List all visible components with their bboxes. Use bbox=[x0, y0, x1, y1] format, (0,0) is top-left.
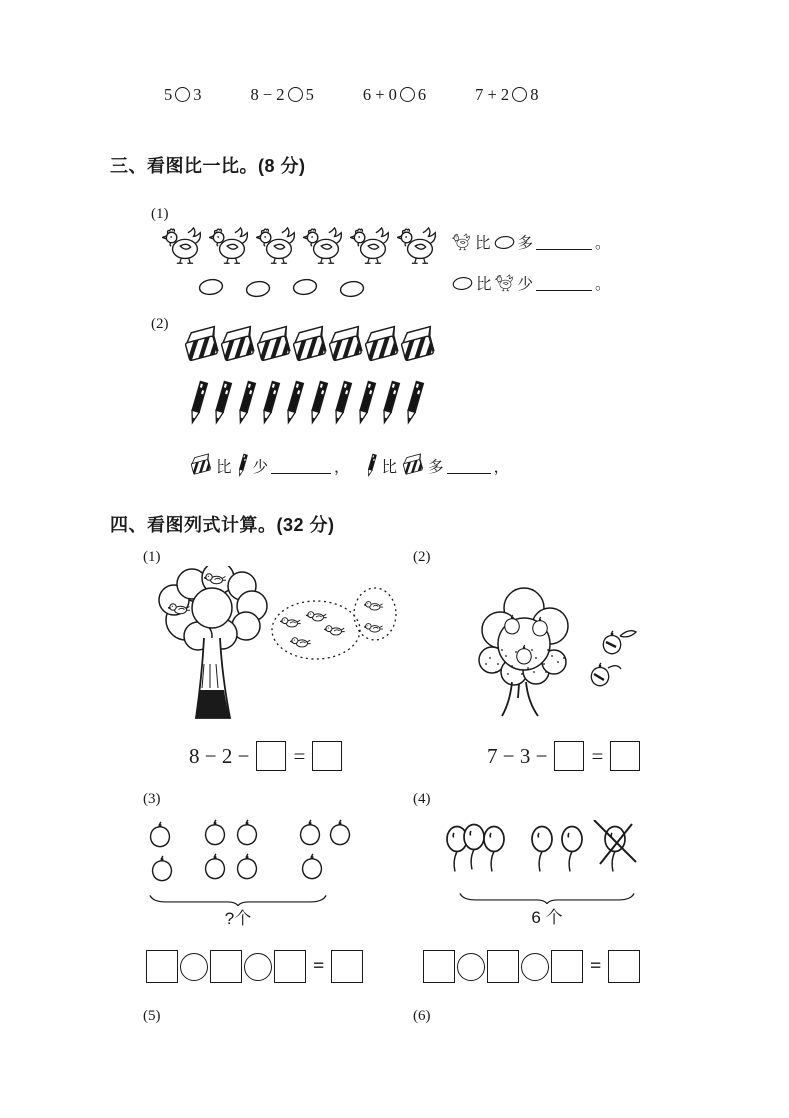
section4-heading: 四、看图列式计算。(32 分) bbox=[110, 515, 335, 535]
birds-group-outline bbox=[272, 601, 360, 659]
balloons-illustration bbox=[444, 820, 640, 886]
apple-icon bbox=[303, 854, 322, 879]
answer-blank[interactable] bbox=[271, 458, 331, 474]
apple-tree-canopy bbox=[479, 588, 568, 685]
apple-icon bbox=[238, 820, 257, 845]
pencil-icon bbox=[237, 381, 256, 423]
pencil-icon bbox=[381, 381, 400, 423]
item-label-4-3: (3) bbox=[143, 791, 161, 807]
answer-blank[interactable] bbox=[447, 458, 491, 474]
eraser-icon bbox=[358, 326, 406, 372]
brace-label-3: ?个 bbox=[224, 909, 252, 928]
pencil-icon bbox=[309, 381, 328, 423]
comparison-right: 6 bbox=[417, 85, 427, 104]
operator-circle[interactable] bbox=[180, 953, 208, 981]
equals-sign: = bbox=[591, 743, 604, 768]
chicken-icon bbox=[351, 228, 389, 263]
pencil-icon bbox=[189, 381, 208, 423]
chickens-eggs-illustration bbox=[162, 224, 447, 304]
pencils-illustration bbox=[184, 376, 429, 430]
answer-box[interactable] bbox=[146, 950, 178, 983]
answer-circle[interactable] bbox=[288, 87, 303, 102]
comparison-left: 5 bbox=[164, 85, 173, 104]
punct: 。 bbox=[595, 235, 611, 252]
answer-box[interactable] bbox=[610, 741, 640, 771]
egg-icon bbox=[246, 280, 271, 298]
brace-label-4: 6 个 bbox=[531, 908, 563, 927]
chicken-icon bbox=[304, 228, 342, 263]
apples-illustration bbox=[145, 815, 355, 893]
eraser-icon bbox=[188, 452, 213, 479]
section3-heading: 三、看图比一比。(8 分) bbox=[110, 156, 306, 176]
answer-circle[interactable] bbox=[400, 87, 415, 102]
fallen-apples bbox=[591, 631, 636, 686]
tree-birds-illustration bbox=[146, 566, 398, 738]
pencil-icon bbox=[333, 381, 352, 423]
equals-sign: = bbox=[293, 743, 306, 768]
apple-icon bbox=[151, 822, 170, 847]
apple-icon bbox=[238, 854, 257, 879]
word-less: 少 bbox=[517, 276, 534, 293]
bird-icon bbox=[280, 618, 300, 627]
comparison-item bbox=[164, 85, 202, 105]
eraser-icon bbox=[394, 326, 440, 372]
apple-icon bbox=[206, 854, 225, 879]
operator-circle[interactable] bbox=[244, 953, 272, 981]
word-more: 多 bbox=[517, 235, 534, 252]
comparison-left: 8 − 2 bbox=[250, 85, 285, 104]
comparison-right: 3 bbox=[193, 85, 202, 104]
equation-1 bbox=[189, 741, 342, 771]
item-label-4-6: (6) bbox=[413, 1008, 431, 1024]
bird-icon bbox=[306, 612, 326, 621]
item-label-4-1: (1) bbox=[143, 549, 161, 565]
balloon-icon bbox=[464, 825, 484, 870]
compare-line-1 bbox=[452, 231, 611, 253]
pencil-icon bbox=[261, 381, 280, 423]
egg-icon bbox=[293, 278, 318, 296]
apple-tree-trunk bbox=[502, 682, 538, 716]
apple-icon bbox=[206, 820, 225, 845]
egg-icon bbox=[452, 276, 473, 291]
compare-line-2 bbox=[452, 272, 611, 294]
comparison-item bbox=[363, 85, 426, 105]
answer-box[interactable] bbox=[256, 741, 286, 771]
answer-box[interactable] bbox=[487, 950, 519, 983]
pencil-icon bbox=[357, 381, 376, 423]
answer-box[interactable] bbox=[423, 950, 455, 983]
comparison-item bbox=[475, 85, 538, 105]
pencil-icon bbox=[235, 453, 250, 478]
equals-sign: = bbox=[313, 955, 325, 977]
word-less: 少 bbox=[252, 458, 269, 476]
punct: ， bbox=[493, 458, 510, 476]
item-label-3-1: (1) bbox=[151, 206, 169, 222]
operator-circle[interactable] bbox=[457, 953, 485, 981]
chicken-icon bbox=[452, 233, 472, 252]
punct: ， bbox=[334, 458, 350, 476]
comparison-row bbox=[164, 85, 538, 105]
eraser-icon bbox=[286, 326, 334, 372]
answer-circle[interactable] bbox=[175, 87, 190, 102]
apple-icon bbox=[301, 820, 320, 845]
egg-icon bbox=[340, 280, 365, 298]
chicken-icon bbox=[495, 274, 515, 293]
apple-icon bbox=[331, 820, 350, 845]
equation-prefix: 7 − 3 − bbox=[487, 743, 548, 768]
answer-box[interactable] bbox=[331, 950, 363, 983]
eraser-icon bbox=[322, 326, 370, 372]
item-label-4-2: (2) bbox=[413, 549, 431, 565]
item-label-4-5: (5) bbox=[143, 1008, 161, 1024]
word-more: 多 bbox=[428, 458, 444, 476]
word-bi: 比 bbox=[216, 458, 232, 476]
chicken-icon bbox=[398, 228, 436, 263]
equals-sign: = bbox=[590, 955, 602, 977]
eraser-icon bbox=[180, 326, 227, 372]
comparison-right: 5 bbox=[305, 85, 314, 104]
equation-prefix: 8 − 2 − bbox=[189, 743, 250, 768]
pencil-icon bbox=[364, 453, 379, 478]
balloon-icon bbox=[532, 827, 552, 872]
eraser-icon bbox=[400, 452, 425, 479]
comparison-left: 6 + 0 bbox=[362, 85, 397, 104]
equation-2 bbox=[487, 741, 640, 771]
answer-box[interactable] bbox=[554, 741, 584, 771]
egg-icon bbox=[199, 278, 224, 296]
word-bi: 比 bbox=[381, 458, 398, 476]
punct: 。 bbox=[595, 276, 611, 293]
balloon-icon bbox=[562, 827, 582, 872]
answer-box[interactable] bbox=[608, 950, 640, 983]
balloon-icon bbox=[484, 827, 504, 872]
shape-equation-4 bbox=[423, 950, 640, 983]
word-bi: 比 bbox=[475, 235, 491, 252]
answer-box[interactable] bbox=[274, 950, 306, 983]
answer-blank[interactable] bbox=[536, 234, 592, 250]
comparison-left: 7 + 2 bbox=[475, 85, 510, 104]
eraser-icon bbox=[250, 326, 298, 372]
answer-box[interactable] bbox=[551, 950, 583, 983]
shape-equation-3 bbox=[146, 950, 363, 983]
item-label-3-2: (2) bbox=[151, 316, 169, 332]
bird-icon bbox=[324, 626, 344, 635]
chicken-icon bbox=[210, 228, 248, 263]
erasers-illustration bbox=[180, 320, 440, 376]
apple-tree-illustration bbox=[462, 574, 654, 724]
pencil-icon bbox=[405, 381, 424, 423]
chicken-icon bbox=[257, 228, 295, 263]
answer-box[interactable] bbox=[312, 741, 342, 771]
item-label-4-4: (4) bbox=[413, 791, 431, 807]
comparison-item bbox=[251, 85, 314, 105]
answer-box[interactable] bbox=[210, 950, 242, 983]
chicken-icon bbox=[163, 228, 201, 263]
compare-line-3 bbox=[188, 452, 509, 479]
comparison-right: 8 bbox=[530, 85, 539, 104]
answer-circle[interactable] bbox=[512, 87, 527, 102]
pencil-icon bbox=[285, 381, 304, 423]
egg-icon bbox=[494, 235, 515, 250]
pencil-icon bbox=[213, 381, 232, 423]
bird-icon bbox=[364, 602, 383, 611]
answer-blank[interactable] bbox=[536, 275, 592, 291]
apple-icon bbox=[153, 856, 172, 881]
eraser-icon bbox=[214, 326, 262, 372]
bird-icon bbox=[364, 624, 383, 633]
bird-icon bbox=[290, 638, 310, 647]
operator-circle[interactable] bbox=[521, 953, 549, 981]
word-bi: 比 bbox=[476, 276, 492, 293]
